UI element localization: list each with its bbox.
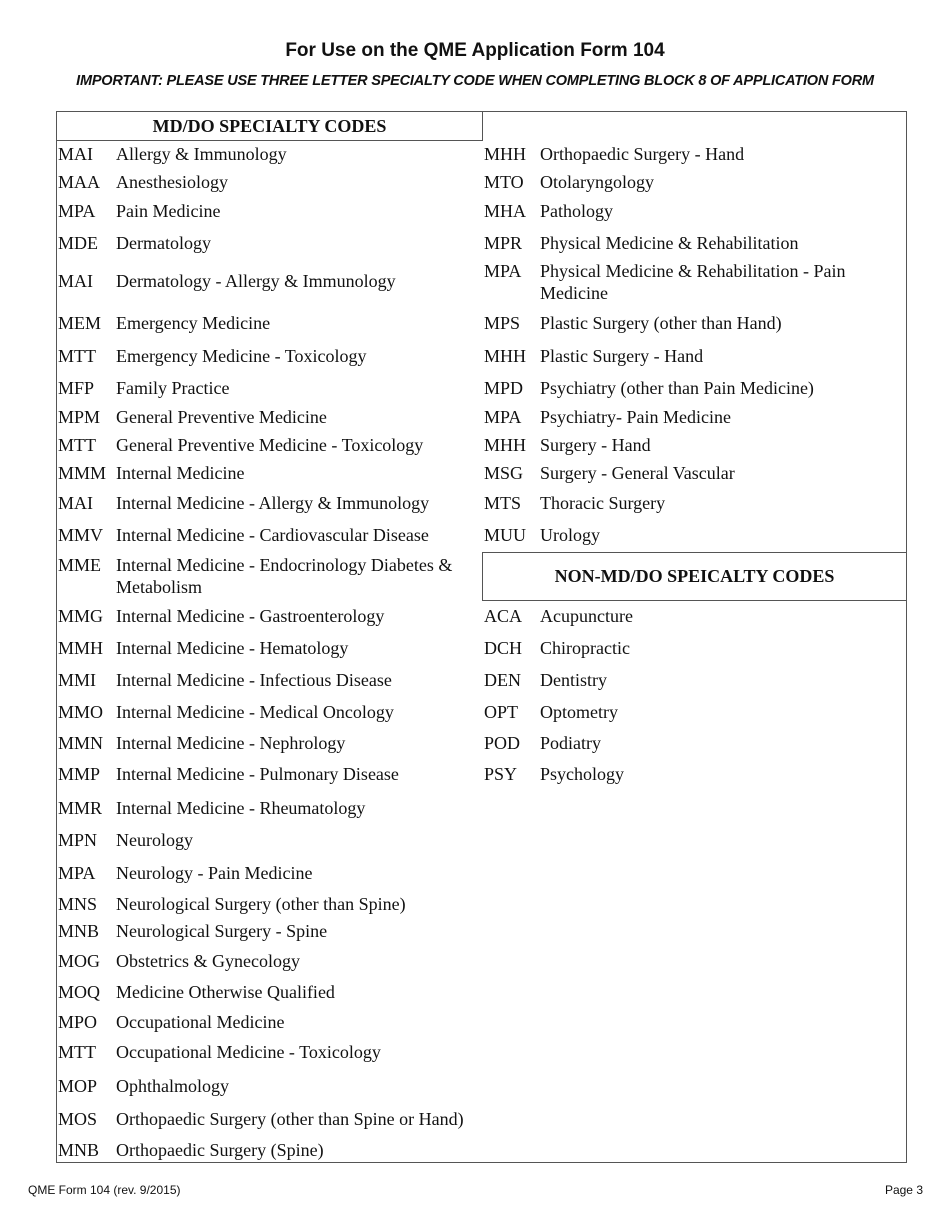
specialty-code: MMH [58,638,104,658]
specialty-code: MPR [484,233,523,253]
specialty-label: Orthopaedic Surgery (Spine) [116,1140,324,1160]
specialty-label: Obstetrics & Gynecology [116,951,300,971]
specialty-code: MMR [58,798,103,818]
specialty-label: Dermatology [116,233,211,253]
specialty-code: MMG [58,606,104,626]
specialty-code: DCH [484,638,523,658]
specialty-label: Internal Medicine - Infectious Disease [116,670,392,690]
specialty-label: Neurology [116,830,193,850]
specialty-code: MPA [484,261,522,281]
specialty-label: Optometry [540,702,618,722]
instruction-text: IMPORTANT: PLEASE USE THREE LETTER SPECIALTY CODE WHEN COMPLETING BLOCK 8 OF APPLICATION FORM [76,73,874,89]
specialty-label: Ophthalmology [116,1076,229,1096]
specialty-code: MTS [484,493,522,513]
specialty-code: MHH [484,346,527,366]
specialty-label: Internal Medicine [116,463,245,483]
specialty-label: Internal Medicine - Pulmonary Disease [116,764,399,784]
specialty-code: MMM [58,463,107,483]
specialty-label: Allergy & Immunology [116,144,287,164]
specialty-code: MMO [58,702,104,722]
specialty-code: MFP [58,378,95,398]
specialty-code: MPM [58,407,101,427]
specialty-code: MTO [484,172,524,192]
specialty-code: MOG [58,951,101,971]
page-number: Page 3 [884,1183,923,1197]
specialty-label: Pain Medicine [116,201,221,221]
specialty-code: MNS [58,894,98,914]
specialty-label: Internal Medicine - Hematology [116,638,349,658]
specialty-label: Podiatry [540,733,601,753]
specialty-code: MPA [484,407,522,427]
specialty-label: General Preventive Medicine - Toxicology [116,435,424,455]
specialty-code: OPT [484,702,519,722]
specialty-code: MAI [58,144,93,164]
specialty-label: Internal Medicine - Medical Oncology [116,702,394,722]
specialty-label: Urology [540,525,600,545]
page-title: For Use on the QME Application Form 104 [285,40,665,61]
specialty-label: Psychology [540,764,625,784]
specialty-label: Emergency Medicine [116,313,271,333]
specialty-code: MPS [484,313,521,333]
specialty-label: Physical Medicine & Rehabilitation [540,233,799,253]
specialty-code: MAI [58,271,93,291]
specialty-label: Psychiatry- Pain Medicine [540,407,731,427]
specialty-code: MOQ [58,982,101,1002]
specialty-label: Internal Medicine - Allergy & Immunology [116,493,430,513]
specialty-label: Neurology - Pain Medicine [116,863,313,883]
specialty-label: Medicine Otherwise Qualified [116,982,335,1002]
specialty-label: Internal Medicine - Rheumatology [116,798,366,818]
specialty-code: MMI [58,670,97,690]
specialty-code: DEN [484,670,521,690]
specialty-label: Orthopaedic Surgery (other than Spine or Hand) [116,1109,464,1129]
specialty-code: MHA [484,201,527,221]
specialty-label: Pathology [540,201,614,221]
specialty-code: MOS [58,1109,98,1129]
specialty-label: Internal Medicine - Nephrology [116,733,346,753]
specialty-label: Surgery - General Vascular [540,463,735,483]
specialty-code: MAI [58,493,93,513]
specialty-code: MDE [58,233,98,253]
specialty-label: Internal Medicine - Gastroenterology [116,606,385,626]
specialty-label: General Preventive Medicine [116,407,327,427]
specialty-code: MTT [58,346,96,366]
specialty-code: MPO [58,1012,98,1032]
specialty-label: Acupuncture [540,606,633,626]
specialty-code: MAA [58,172,101,192]
specialty-label: Chiropractic [540,638,630,658]
specialty-label: Otolaryngology [540,172,654,192]
specialty-label: Dermatology - Allergy & Immunology [116,271,396,291]
specialty-label: Occupational Medicine - Toxicology [116,1042,381,1062]
specialty-label: Plastic Surgery (other than Hand) [540,313,782,333]
specialty-label: Plastic Surgery - Hand [540,346,704,366]
specialty-label: Thoracic Surgery [540,493,666,513]
specialty-code: MEM [58,313,102,333]
specialty-code: MNB [58,1140,100,1160]
specialty-label: Neurological Surgery (other than Spine) [116,894,406,914]
specialty-label: Dentistry [540,670,607,690]
specialty-label: Psychiatry (other than Pain Medicine) [540,378,814,398]
specialty-code: MNB [58,921,100,941]
specialty-code: MPN [58,830,98,850]
specialty-code: POD [484,733,521,753]
specialty-code: MHH [484,144,527,164]
specialty-label: Neurological Surgery - Spine [116,921,328,941]
specialty-code: MMN [58,733,104,753]
specialty-label: Family Practice [116,378,230,398]
form-id: QME Form 104 (rev. 9/2015) [28,1183,181,1197]
specialty-label: Internal Medicine - Cardiovascular Disease [116,525,429,545]
specialty-label: Physical Medicine & Rehabilitation - Pain Medicine [540,261,846,303]
md-do-heading: MD/DO SPECIALTY CODES [56,111,483,141]
non-md-do-heading: NON-MD/DO SPEICALTY CODES [482,552,907,601]
specialty-code: MPD [484,378,524,398]
specialty-label: Orthopaedic Surgery - Hand [540,144,745,164]
specialty-code: MHH [484,435,527,455]
specialty-code: MSG [484,463,524,483]
specialty-label: Surgery - Hand [540,435,651,455]
specialty-label: Internal Medicine - Endocrinology Diabetes & Metabolism [116,555,453,597]
specialty-code: MPA [58,201,96,221]
specialty-label: Occupational Medicine [116,1012,285,1032]
specialty-code: PSY [484,764,518,784]
specialty-code: MOP [58,1076,98,1096]
specialty-code: MPA [58,863,96,883]
specialty-code: ACA [484,606,523,626]
specialty-code: MMV [58,525,104,545]
specialty-label: Emergency Medicine - Toxicology [116,346,367,366]
specialty-code: MTT [58,435,96,455]
specialty-code: MTT [58,1042,96,1062]
specialty-code: MME [58,555,102,575]
specialty-code: MMP [58,764,101,784]
specialty-code: MUU [484,525,527,545]
specialty-label: Anesthesiology [116,172,228,192]
